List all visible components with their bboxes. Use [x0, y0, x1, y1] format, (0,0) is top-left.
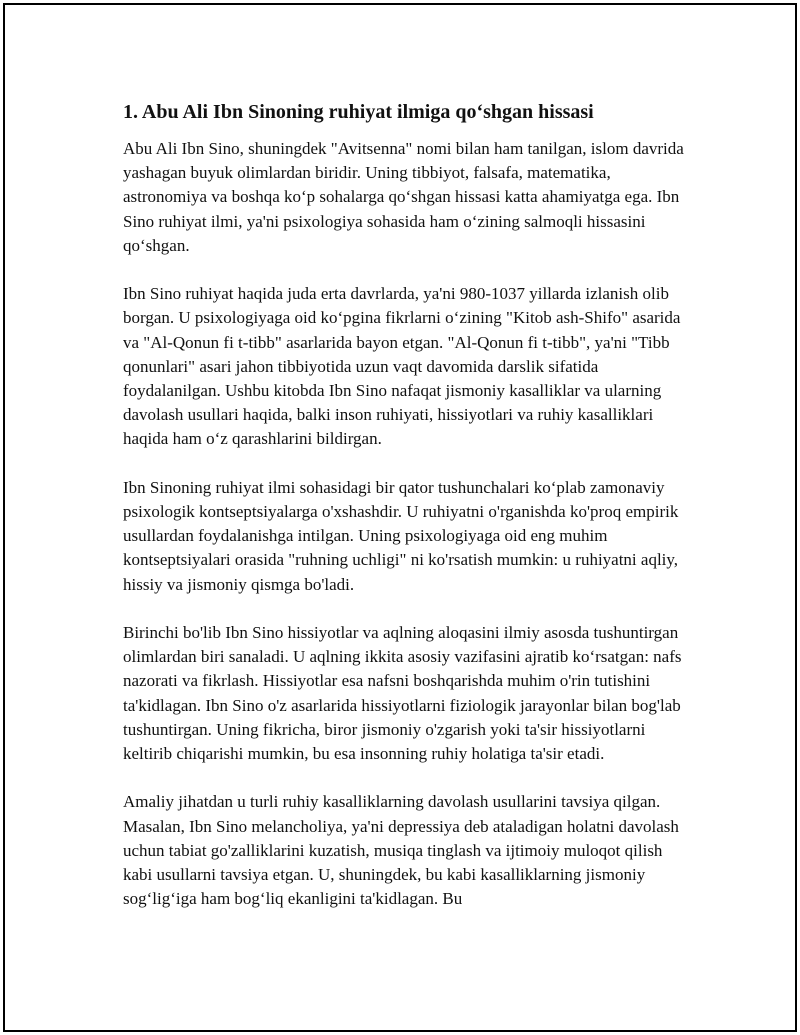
paragraph-4: Birinchi bo'lib Ibn Sino hissiyotlar va aqlning aloqasini ilmiy asosda tushuntirgan olimlardan biri sanaladi. U aqlning ikkita asosiy vazifasini ajratib ko‘rsatgan: nafs nazorati va fikrlash. Hissiyotlar esa nafsni boshqarishda muhim o'rin tutishini ta'kidlagan. Ibn Sino o'z asarlarida hissiyotlarni fiziologik jarayonlar bilan bog'lab tushuntirgan. Uning fikricha, biror jismoniy o'zgarish yoki ta'sir hissiyotlarni keltirib chiqarishi mumkin, bu esa insonning ruhiy holatiga ta'sir etadi. — [123, 623, 682, 764]
paragraph-5: Amaliy jihatdan u turli ruhiy kasalliklarning davolash usullarini tavsiya qilgan. Masalan, Ibn Sino melancholiya, ya'ni depressiya deb ataladigan holatni davolash uchun tabiat go'zalliklarini kuzatish, musiqa tinglash va ijtimoiy muloqot qilish kabi usullarni tavsiya etgan. U, shuningdek, bu kabi kasalliklarning jismoniy sog‘lig‘iga ham bog‘liq ekanligini ta'kidlagan. Bu — [123, 792, 679, 909]
paragraph-2: Ibn Sino ruhiyat haqida juda erta davrlarda, ya'ni 980-1037 yillarda izlanish olib borgan. U psixologiyaga oid ko‘pgina fikrlarni o‘zining "Kitob ash-Shifo" asarida va "Al-Qonun fi t-tibb" asarlarida bayon etgan. "Al-Qonun fi t-tibb", ya'ni "Tibb qonunlari" asari jahon tibbiyotida uzun vaqt davomida darslik sifatida foydalanilgan. Ushbu kitobda Ibn Sino nafaqat jismoniy kasalliklar va ularning davolash usullari haqida, balki inson ruhiyati, hissiyotlari va ruhiy kasalliklari haqida ham o‘z qarashlarini bildirgan. — [123, 284, 681, 449]
paragraph-1: Abu Ali Ibn Sino, shuningdek "Avitsenna" nomi bilan ham tanilgan, islom davrida yashagan buyuk olimlardan biridir. Uning tibbiyot, falsafa, matematika, astronomiya va boshqa ko‘p sohalarga qo‘shgan hissasi katta ahamiyatga ega. Ibn Sino ruhiyat ilmi, ya'ni psixologiya sohasida ham o‘zining salmoqli hissasini qo‘shgan. — [123, 139, 684, 255]
section-heading: 1. Abu Ali Ibn Sinoning ruhiyat ilmiga qo‘shgan hissasi — [123, 101, 594, 123]
document-body — [123, 99, 695, 936]
paragraph-3: Ibn Sinoning ruhiyat ilmi sohasidagi bir qator tushunchalari ko‘plab zamonaviy psixologik kontseptsiyalarga o'xshashdir. U ruhiyatni o'rganishda ko'proq empirik usullardan foydalanishga intilgan. Uning psixologiyaga oid eng muhim kontseptsiyalari orasida "ruhning uchligi" ni ko'rsatish mumkin: u ruhiyatni aqliy, hissiy va jismoniy qismga bo'ladi. — [123, 477, 679, 594]
page-frame — [3, 3, 797, 1032]
